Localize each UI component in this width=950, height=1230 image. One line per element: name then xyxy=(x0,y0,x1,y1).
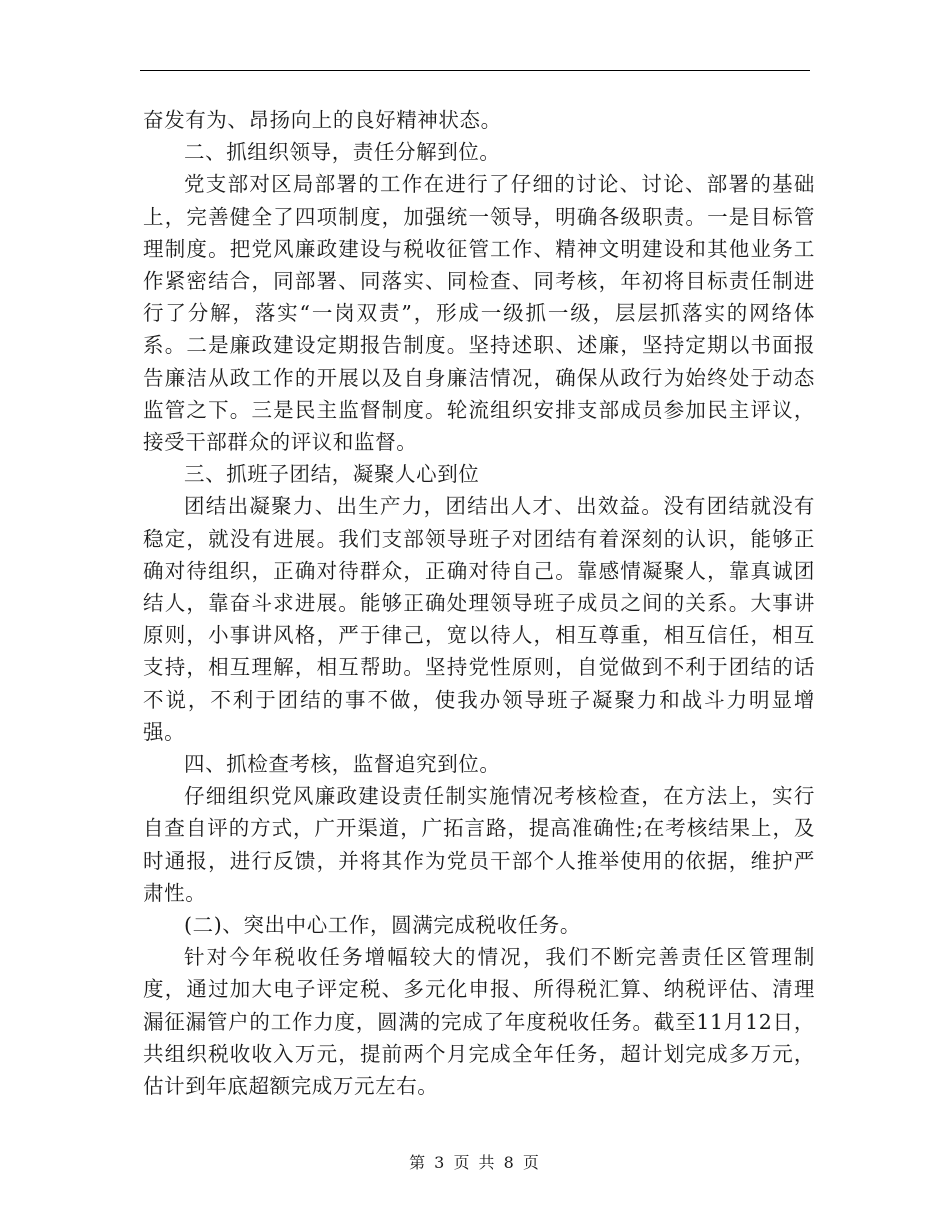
paragraph-5: 团结出凝聚力、出生产力，团结出人才、出效益。没有团结就没有稳定，就没有进展。我们支部领导班子对团结有着深刻的认识，能够正确对待组织，正确对待群众，正确对待自己。靠感情凝聚人，靠真诚团结人，靠奋斗求进展。能够正确处理领导班子成员之间的关系。大事讲原则，小事讲风格，严于律己，宽以待人，相互尊重，相互信任，相互支持，相互理解，相互帮助。坚持党性原则，自觉做到不利于团结的话不说，不利于团结的事不做，使我办领导班子凝聚力和战斗力明显增强。 xyxy=(143,494,815,744)
header-rule xyxy=(140,70,810,71)
paragraph-9: 针对今年税收任务增幅较大的情况，我们不断完善责任区管理制度，通过加大电子评定税、多元化申报、所得税汇算、纳税评估、清理漏征漏管户的工作力度，圆满的完成了年度税收任务。截至11月12日，共组织税收收入万元，提前两个月完成全年任务，超计划完成多万元，估计到年底超额完成万元左右。 xyxy=(143,945,816,1099)
section-heading-part-2: (二)、突出中心工作，圆满完成税收任务。 xyxy=(184,913,581,938)
section-heading-4: 四、抓检查考核，监督追究到位。 xyxy=(184,752,501,777)
paragraph-3: 党支部对区局部署的工作在进行了仔细的讨论、讨论、部署的基础上，完善健全了四项制度，加强统一领导，明确各级职责。一是目标管理制度。把党风廉政建设与税收征管工作、精神文明建设和其他业务工作紧密结合，同部署、同落实、同检查、同考核，年初将目标责任制进行了分解，落实“一岗双责”，形成一级抓一级，层层抓落实的网络体系。二是廉政建设定期报告制度。坚持述职、述廉，坚持定期以书面报告廉洁从政工作的开展以及自身廉洁情况，确保从政行为始终处于动态监管之下。三是民主监督制度。轮流组织安排支部成员参加民主评议，接受干部群众的评议和监督。 xyxy=(143,172,815,455)
document-body xyxy=(143,104,815,1102)
paragraph-1: 奋发有为、昂扬向上的良好精神状态。 xyxy=(143,108,502,132)
section-heading-3: 三、抓班子团结，凝聚人心到位 xyxy=(184,462,480,487)
section-heading-2: 二、抓组织领导，责任分解到位。 xyxy=(184,140,501,165)
paragraph-7: 仔细组织党风廉政建设责任制实施情况考核检查，在方法上，实行自查自评的方式，广开渠道，广拓言路，提高准确性;在考核结果上，及时通报，进行反馈，并将其作为党员干部个人推举使用的依据，维护严肃性。 xyxy=(143,784,815,905)
page-number: 第 3 页 共 8 页 xyxy=(409,1153,541,1172)
